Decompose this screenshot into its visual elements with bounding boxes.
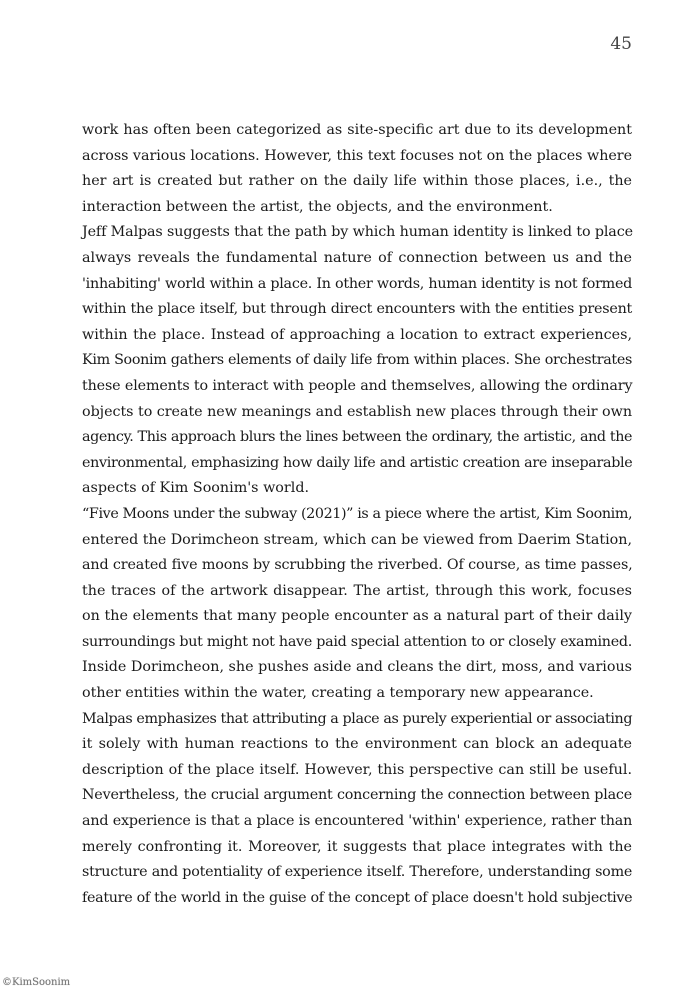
text-line: Jeff Malpas suggests that the path by which human identity is linked to place — [82, 224, 633, 241]
text-line: agency. This approach blurs the lines between the ordinary, the artistic, and the — [82, 429, 633, 446]
text-line: structure and potentiality of experience itself. Therefore, understanding some — [82, 864, 633, 881]
text-line: surroundings but might not have paid special attention to or closely examined. — [82, 633, 632, 650]
text-line: across various locations. However, this text focuses not on the places where — [82, 147, 632, 164]
text-line: Kim Soonim gathers elements of daily life from within places. She orchestrates — [82, 352, 632, 369]
text-line: it solely with human reactions to the environment can block an adequate — [82, 736, 632, 753]
text-line: merely confronting it. Moreover, it suggests that place integrates with the — [82, 838, 632, 855]
text-line: feature of the world in the guise of the concept of place doesn't hold subjective — [82, 889, 633, 906]
text-line: within the place. Instead of approaching a location to extract experiences, — [82, 326, 632, 343]
text-line: aspects of Kim Soonim's world. — [82, 480, 310, 497]
text-line: work has often been categorized as site-specific art due to its development — [82, 122, 632, 138]
text-line: the traces of the artwork disappear. The artist, through this work, focuses — [82, 582, 632, 599]
text-line: on the elements that many people encounter as a natural part of their daily — [82, 608, 632, 625]
text-line: Nevertheless, the crucial argument concerning the connection between place — [82, 787, 632, 804]
text-line: her art is created but rather on the daily life within those places, i.e., the — [82, 173, 632, 190]
text-line: and created five moons by scrubbing the riverbed. Of course, as time passes, — [82, 557, 633, 574]
text-line: 'inhabiting' world within a place. In other words, human identity is not formed — [82, 275, 633, 292]
paragraph — [82, 220, 632, 502]
copyright-watermark: ©KimSoonim — [2, 977, 71, 988]
text-line: other entities within the water, creating a temporary new appearance. — [82, 685, 594, 702]
paragraph — [82, 118, 632, 220]
page-number: 45 — [610, 34, 632, 54]
text-line: Inside Dorimcheon, she pushes aside and cleans the dirt, moss, and various — [82, 659, 632, 676]
text-line: and experience is that a place is encountered 'within' experience, rather than — [82, 813, 633, 830]
text-line: objects to create new meanings and establish new places through their own — [82, 403, 632, 420]
text-line: entered the Dorimcheon stream, which can be viewed from Daerim Station, — [82, 531, 632, 548]
text-line: Malpas emphasizes that attributing a place as purely experiential or associating — [82, 710, 633, 727]
text-line: interaction between the artist, the objects, and the environment. — [82, 198, 553, 215]
text-line: within the place itself, but through direct encounters with the entities present — [82, 301, 633, 318]
text-line: these elements to interact with people and themselves, allowing the ordinary — [82, 377, 633, 394]
body-text — [82, 118, 632, 911]
paragraph — [82, 502, 632, 707]
text-line: description of the place itself. However, this perspective can still be useful. — [82, 761, 632, 778]
paragraph — [82, 707, 632, 912]
text-line: environmental, emphasizing how daily life and artistic creation are inseparable — [82, 454, 633, 471]
text-line: “Five Moons under the subway (2021)” is a piece where the artist, Kim Soonim, — [82, 505, 633, 522]
text-line: always reveals the fundamental nature of connection between us and the — [82, 249, 632, 266]
